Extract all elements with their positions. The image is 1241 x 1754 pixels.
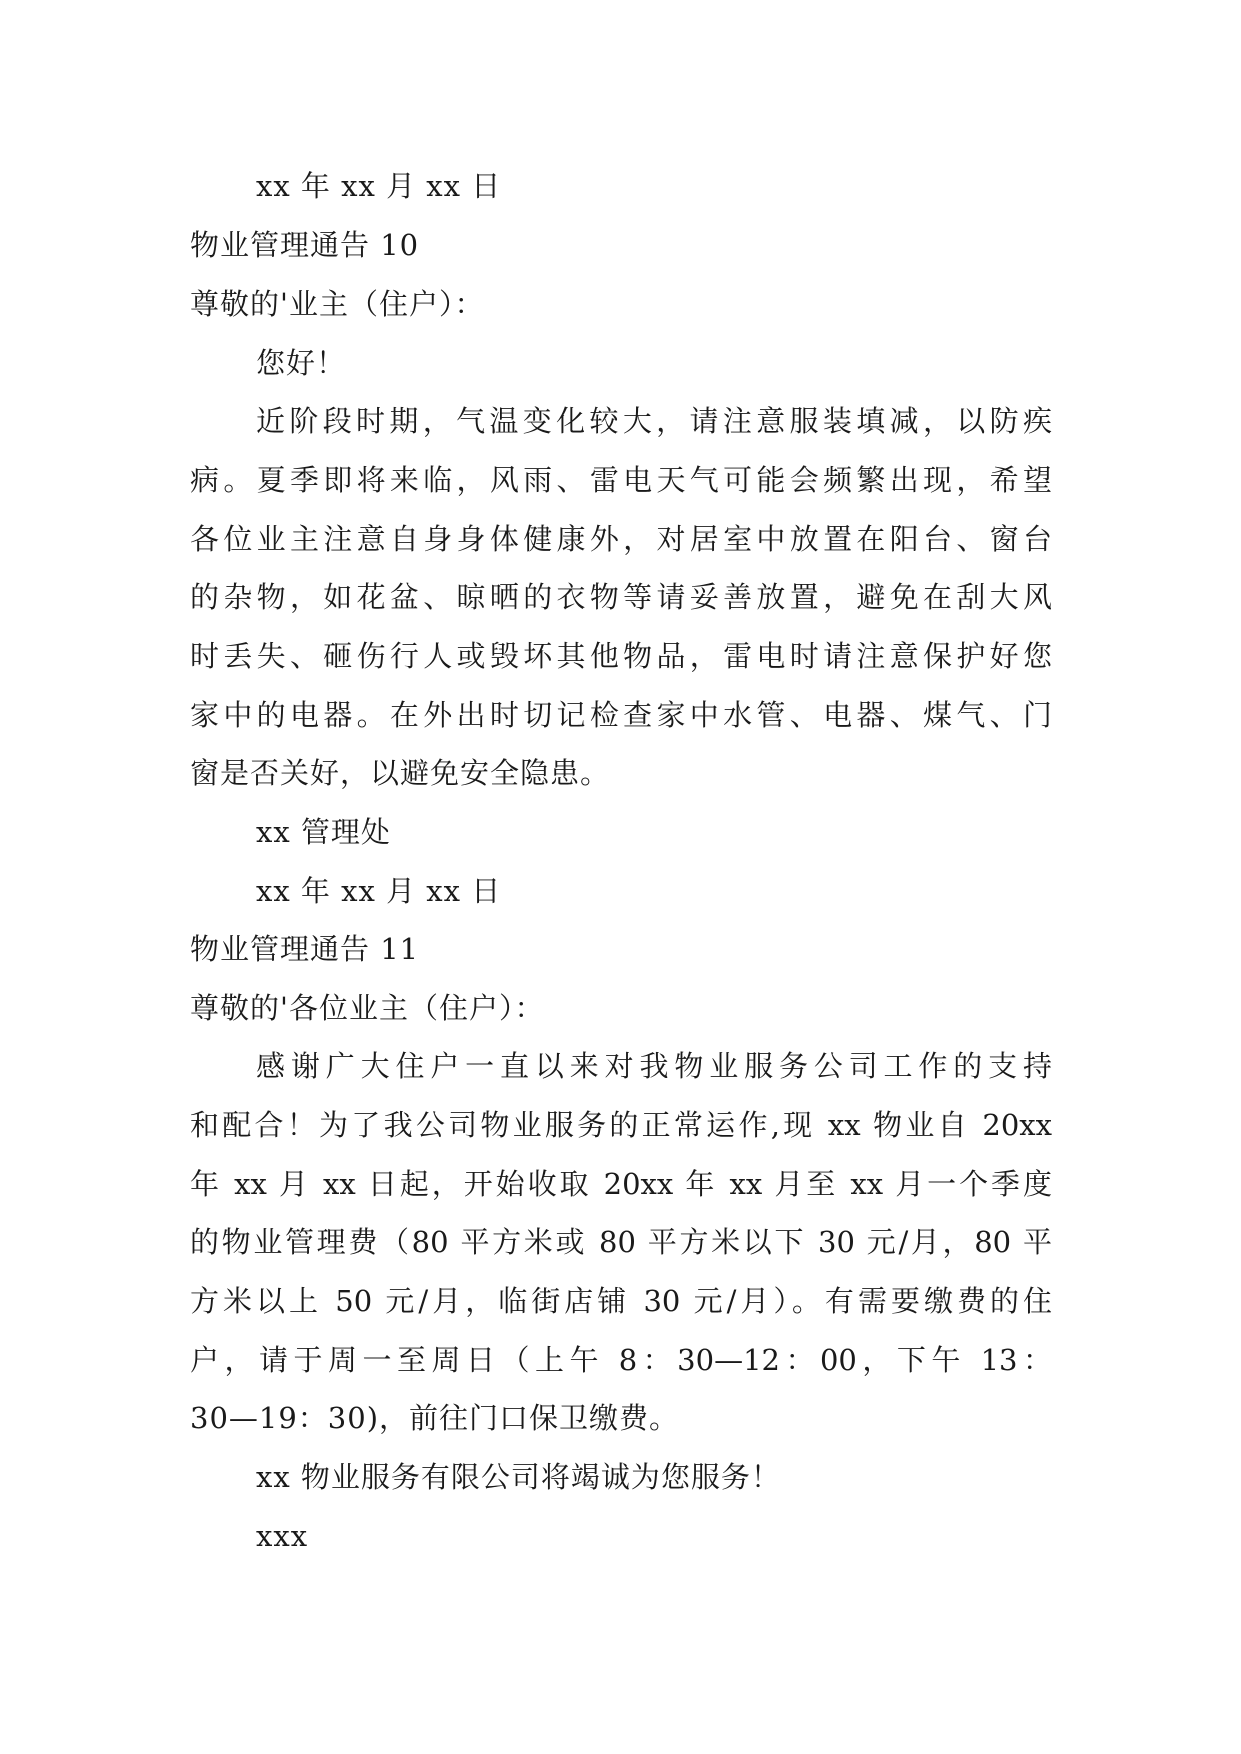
notice-11-closing: xx 物业服务有限公司将竭诚为您服务！ <box>256 1460 781 1494</box>
body-line: 和配合！为了我公司物业服务的正常运作,现 xx 物业自 20xx <box>190 1108 1052 1142</box>
notice-11-salutation: 尊敬的'各位业主（住户）： <box>190 991 545 1025</box>
body-line: 各位业主注意自身身体健康外，对居室中放置在阳台、窗台 <box>190 522 1052 556</box>
body-line: 病。夏季即将来临，风雨、雷电天气可能会频繁出现，希望 <box>190 463 1052 497</box>
body-line: 近阶段时期，气温变化较大，请注意服装填减，以防疾 <box>256 404 1052 438</box>
body-line: 时丢失、砸伤行人或毁坏其他物品，雷电时请注意保护好您 <box>190 639 1052 673</box>
body-line: 年 xx 月 xx 日起，开始收取 20xx 年 xx 月至 xx 月一个季度 <box>190 1167 1052 1201</box>
body-line: 户，请于周一至周日（上午 8：30—12：00，下午 13： <box>190 1343 1052 1377</box>
notice-11-signature: xxx <box>256 1519 309 1553</box>
body-line: 方米以上 50 元/月，临街店铺 30 元/月）。有需要缴费的住 <box>190 1284 1052 1318</box>
body-line: 窗是否关好，以避免安全隐患。 <box>190 756 611 790</box>
notice-10-title: 物业管理通告 10 <box>190 228 420 262</box>
notice-10-salutation: 尊敬的'业主（住户）： <box>190 287 485 321</box>
body-line: 感谢广大住户一直以来对我物业服务公司工作的支持 <box>256 1049 1052 1083</box>
body-line: 30—19：30)，前往门口保卫缴费。 <box>190 1401 680 1435</box>
notice-11-title: 物业管理通告 11 <box>190 932 420 966</box>
body-line: 的杂物，如花盆、晾晒的衣物等请妥善放置，避免在刮大风 <box>190 580 1052 614</box>
notice-10-date: xx 年 xx 月 xx 日 <box>256 874 502 908</box>
previous-notice-date: xx 年 xx 月 xx 日 <box>256 169 502 203</box>
body-line: 家中的电器。在外出时切记检查家中水管、电器、煤气、门 <box>190 698 1052 732</box>
body-line: 的物业管理费（80 平方米或 80 平方米以下 30 元/月，80 平 <box>190 1225 1052 1259</box>
notice-10-greeting: 您好！ <box>256 346 347 380</box>
notice-10-signature: xx 管理处 <box>256 815 391 849</box>
